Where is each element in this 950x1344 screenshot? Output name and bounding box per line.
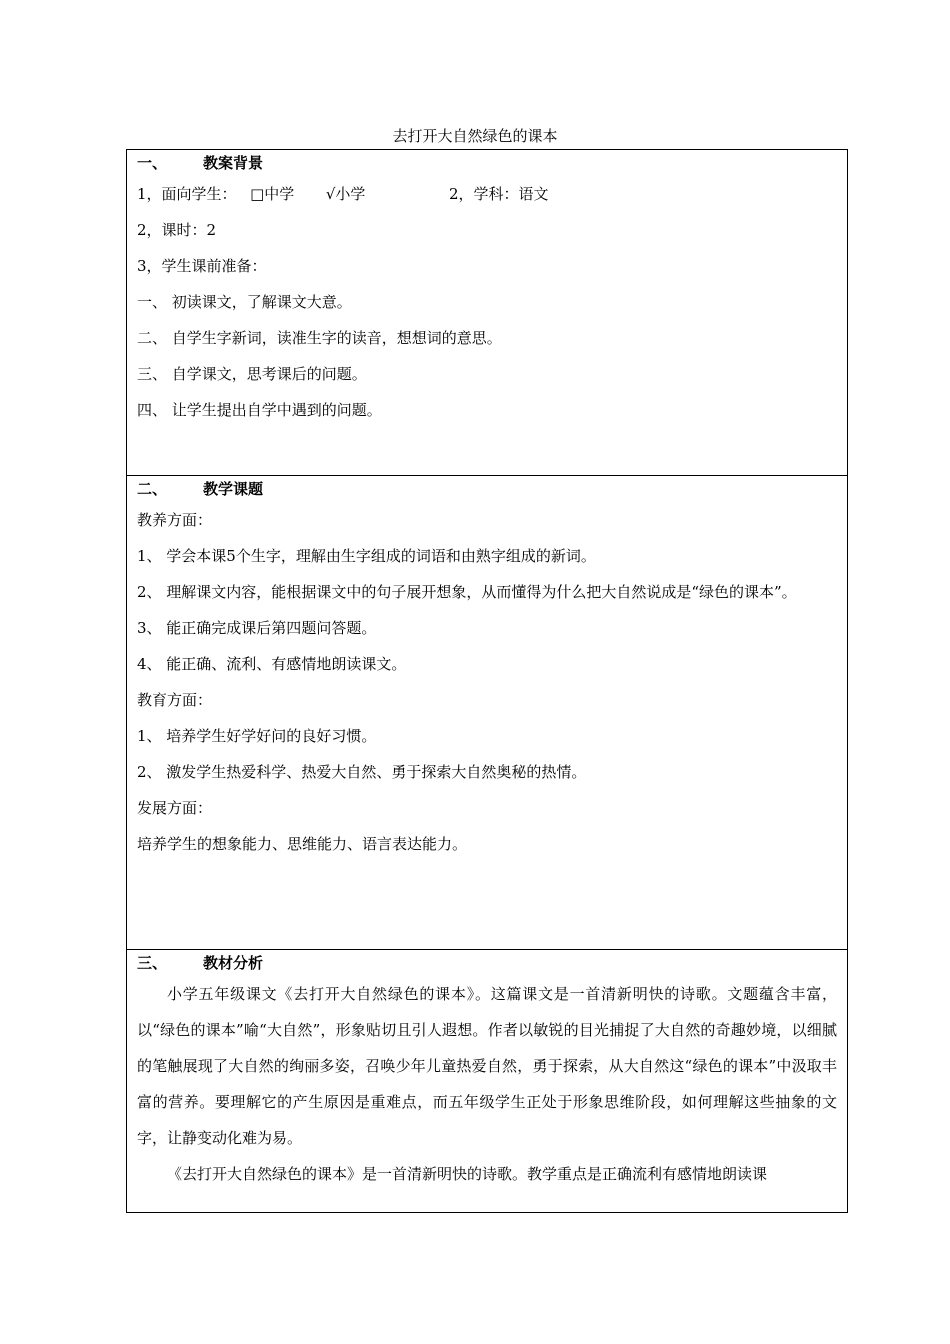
hours-text: 2，课时：2 — [137, 221, 217, 239]
education-label: 教育方面： — [137, 691, 213, 709]
section-background — [127, 150, 847, 476]
analysis-paragraph: 《去打开大自然绿色的课本》是一首清新明快的诗歌。教学重点是正确流利有感情地朗读课 — [167, 1165, 768, 1183]
list-item: 三、 自学课文，思考课后的问题。 — [137, 365, 367, 383]
development-label: 发展方面： — [137, 799, 213, 817]
list-item: 1、 学会本课5个生字，理解由生字组成的词语和由熟字组成的新词。 — [137, 547, 596, 565]
lesson-plan-table — [126, 149, 848, 1213]
section-number: 三、 — [137, 954, 168, 972]
option-primary-school: √小学 — [325, 185, 366, 203]
section-topic — [127, 476, 847, 950]
section-heading — [137, 950, 837, 976]
list-item: 2、 理解课文内容，能根据课文中的句子展开想象，从而懂得为什么把大自然说成是“绿色的课本”。 — [137, 583, 797, 601]
section-analysis — [127, 950, 847, 1212]
list-item: 一、 初读课文，了解课文大意。 — [137, 293, 352, 311]
list-item: 3、 能正确完成课后第四题问答题。 — [137, 619, 377, 637]
option-middle-school: □中学 — [250, 185, 295, 203]
list-item: 1、 培养学生好学好问的良好习惯。 — [137, 727, 377, 745]
list-item: 4、 能正确、流利、有感情地朗读课文。 — [137, 655, 407, 673]
section-heading — [137, 476, 837, 502]
section-title: 教案背景 — [203, 154, 264, 172]
audience-label: 1，面向学生： — [137, 185, 237, 203]
cultivation-label: 教养方面： — [137, 511, 213, 529]
subject-text: 2，学科：语文 — [448, 185, 549, 203]
section-number: 一、 — [137, 154, 168, 172]
section-title: 教材分析 — [203, 954, 264, 972]
prep-label: 3，学生课前准备： — [137, 257, 267, 275]
document-title: 去打开大自然绿色的课本 — [392, 127, 558, 145]
list-item: 二、 自学生字新词，读准生字的读音，想想词的意思。 — [137, 329, 502, 347]
list-item: 四、 让学生提出自学中遇到的问题。 — [137, 401, 382, 419]
audience-row — [137, 176, 837, 212]
section-number: 二、 — [137, 480, 168, 498]
section-heading — [137, 150, 837, 176]
analysis-paragraph: 小学五年级课文《去打开大自然绿色的课本》。这篇课文是一首清新明快的诗歌。文题蕴含丰富，以“绿色的课本”喻“大自然”，形象贴切且引人遐想。作者以敏锐的目光捕捉了大自然的奇趣妙境，以细腻的笔触展现了大自然的绚丽多姿，召唤少年儿童热爱自然，勇于探索，从大自然这“绿色的课本”中汲取丰富的营养。要理解它的产生原因是重难点，而五年级学生正处于形象思维阶段，如何理解这些抽象的文字，让静变动化难为易。 — [137, 985, 837, 1147]
development-text: 培养学生的想象能力、思维能力、语言表达能力。 — [137, 835, 468, 853]
section-title: 教学课题 — [203, 480, 264, 498]
list-item: 2、 激发学生热爱科学、热爱大自然、勇于探索大自然奥秘的热情。 — [137, 763, 587, 781]
